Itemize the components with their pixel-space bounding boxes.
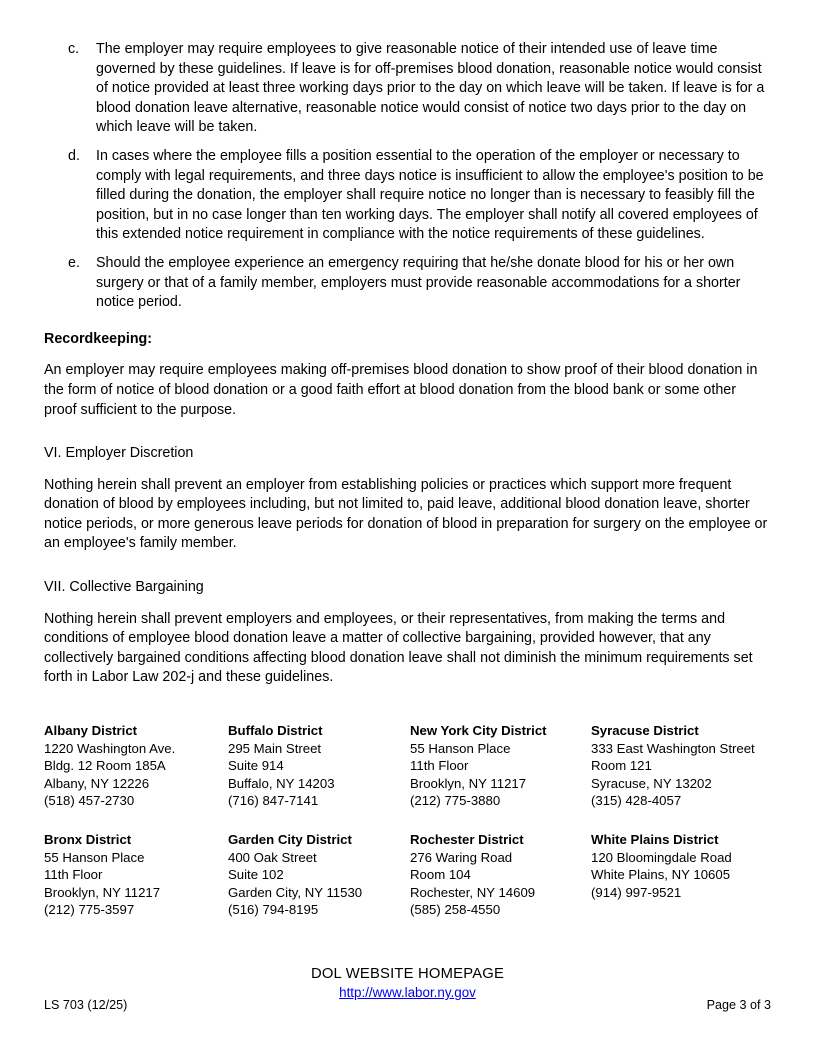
district-address-line: 120 Bloomingdale Road	[591, 850, 732, 866]
district-name: Rochester District	[410, 832, 524, 848]
district-office-rochester	[410, 831, 591, 918]
district-address-line: 55 Hanson Place	[44, 850, 145, 866]
district-address-line: 295 Main Street	[228, 741, 322, 757]
dol-homepage-title: DOL WEBSITE HOMEPAGE	[310, 966, 505, 983]
district-office-bronx	[44, 831, 228, 918]
district-name: Bronx District	[44, 832, 132, 848]
recordkeeping-heading: Recordkeeping:	[44, 330, 153, 347]
district-address-line: Rochester, NY 14609	[410, 884, 536, 900]
dol-homepage-link[interactable]: http://www.labor.ny.gov	[339, 985, 476, 1001]
district-name: Syracuse District	[591, 723, 699, 739]
district-name: Buffalo District	[228, 723, 323, 739]
list-item	[44, 254, 771, 313]
list-item-text: The employer may require employees to give reasonable notice of their intended use of leave time governed by these guidelines. If leave is for off-premises blood donation, reasonable notice would consist of notice provided at least three working days prior to the day on which leave will be taken. If leave is for a blood donation leave alternative, reasonable notice would consist of notice two days prior to the day on which leave will be taken.	[96, 41, 765, 136]
page-footer	[44, 997, 771, 1013]
district-row	[44, 831, 771, 918]
district-phone: (516) 794-8195	[228, 901, 319, 917]
collective-bargaining-heading: VII. Collective Bargaining	[44, 579, 204, 596]
district-office-syracuse	[591, 722, 771, 809]
district-address-line: Brooklyn, NY 11217	[44, 884, 161, 900]
district-phone: (716) 847-7141	[228, 792, 319, 808]
district-address-line: Buffalo, NY 14203	[228, 775, 335, 791]
district-address-line: Syracuse, NY 13202	[591, 775, 712, 791]
district-phone: (315) 428-4057	[591, 792, 682, 808]
district-address-line: 400 Oak Street	[228, 850, 317, 866]
district-address-line: Albany, NY 12226	[44, 775, 150, 791]
employer-discretion-heading: VI. Employer Discretion	[44, 445, 194, 462]
list-marker: c.	[68, 41, 80, 57]
district-address-line: Room 121	[591, 758, 652, 774]
employer-discretion-paragraph: Nothing herein shall prevent an employer from establishing policies or practices which support more frequent donation of blood by employees including, but not limited to, paid leave, additional blood donation leave, shorter notice periods, or more generous leave periods for donation of blood in preparation for surgery on the employee or an employee's family member.	[44, 476, 768, 552]
form-id-label: LS 703 (12/25)	[44, 998, 128, 1012]
district-address-line: 11th Floor	[410, 758, 469, 774]
district-address-line: White Plains, NY 10605	[591, 867, 731, 883]
district-address-line: Garden City, NY 11530	[228, 884, 363, 900]
district-row	[44, 722, 771, 809]
list-marker: d.	[68, 147, 80, 164]
district-phone: (212) 775-3880	[410, 792, 501, 808]
district-offices	[44, 722, 771, 918]
lettered-list	[44, 40, 771, 313]
district-office-new-york-city	[410, 722, 591, 809]
district-address-line: Bldg. 12 Room 185A	[44, 758, 166, 774]
list-marker: e.	[68, 254, 80, 271]
collective-bargaining-paragraph: Nothing herein shall prevent employers and employees, or their representatives, from making the terms and conditions of employee blood donation leave a matter of collective bargaining, provided however, that any collectively bargained conditions affecting blood donation leave shall not diminish the minimum requirements set forth in Labor Law 202-j and these guidelines.	[44, 610, 753, 686]
district-name: New York City District	[410, 723, 547, 739]
district-phone: (212) 775-3597	[44, 901, 135, 917]
list-item-text: Should the employee experience an emergency requiring that he/she donate blood for his or her own surgery or that of a family member, employers must provide reasonable accommodations for a shorter notice period.	[96, 254, 741, 311]
district-address-line: Suite 914	[228, 758, 284, 774]
district-address-line: 55 Hanson Place	[410, 741, 511, 757]
district-address-line: 1220 Washington Ave.	[44, 741, 176, 757]
district-name: Garden City District	[228, 832, 352, 848]
district-office-garden-city	[228, 831, 410, 918]
district-address-line: 276 Waring Road	[410, 850, 513, 866]
page-content	[44, 40, 771, 1002]
district-address-line: Brooklyn, NY 11217	[410, 775, 527, 791]
recordkeeping-paragraph: An employer may require employees making off-premises blood donation to show proof of their blood donation in the form of notice of blood donation or a good faith effort at blood donation from the blood bank or some other proof sufficient to the purpose.	[44, 362, 758, 418]
list-item	[44, 147, 771, 245]
page-number-label: Page 3 of 3	[706, 998, 771, 1012]
district-phone: (585) 258-4550	[410, 901, 501, 917]
district-address-line: Room 104	[410, 867, 471, 883]
list-item	[44, 40, 771, 138]
district-phone: (518) 457-2730	[44, 792, 135, 808]
district-office-buffalo	[228, 722, 410, 809]
district-name: Albany District	[44, 723, 138, 739]
district-address-line: 333 East Washington Street	[591, 741, 755, 757]
district-address-line: Suite 102	[228, 867, 284, 883]
list-item-text: In cases where the employee fills a position essential to the operation of the employer or necessary to comply with legal requirements, and three days notice is insufficient to allow the employee's position to be filled during the donation, the employer shall require notice no longer than is necessary to feasibly fill the position, but in no case longer than ten working days. The employer shall notify all covered employees of this extended notice requirement in compliance with the notice requirements of these guidelines.	[96, 147, 764, 243]
district-office-white-plains	[591, 831, 771, 918]
district-office-albany	[44, 722, 228, 809]
district-phone: (914) 997-9521	[591, 884, 682, 900]
district-address-line: 11th Floor	[44, 867, 103, 883]
district-name: White Plains District	[591, 832, 719, 848]
